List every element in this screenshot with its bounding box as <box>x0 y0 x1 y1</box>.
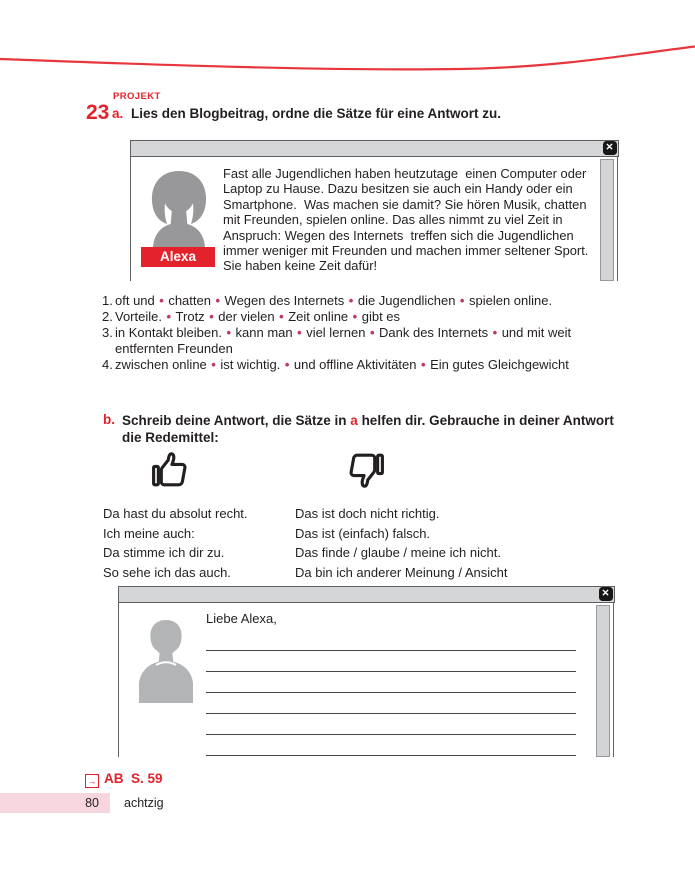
writing-line <box>206 692 576 693</box>
page-number-word: achtzig <box>124 796 164 810</box>
item-number: 3. <box>102 325 113 340</box>
scrollbar[interactable] <box>596 605 610 757</box>
page-number-strip <box>0 793 110 813</box>
sentence-item-4 <box>102 357 614 373</box>
salutation-text: Liebe Alexa, <box>206 611 277 626</box>
thumbs-up-icon <box>146 447 192 491</box>
item-number: 2. <box>102 309 113 324</box>
part-a-label: a. <box>112 106 124 121</box>
page-number: 80 <box>85 796 99 810</box>
top-divider-line <box>0 40 695 80</box>
instruction-text: Schreib deine Antwort, die Sätze in <box>122 413 351 428</box>
avatar-reply-writer <box>134 617 198 703</box>
close-icon[interactable]: ✕ <box>603 141 617 155</box>
redemittel-line: Da hast du absolut recht. <box>103 506 248 521</box>
part-a-reference: a <box>350 413 358 428</box>
sentence-list <box>102 293 614 373</box>
redemittel-line: Das ist doch nicht richtig. <box>295 506 440 521</box>
writing-line <box>206 713 576 714</box>
redemittel-line: Ich meine auch: <box>103 525 195 541</box>
part-b-label: b. <box>103 412 115 427</box>
author-name-badge: Alexa <box>141 247 215 267</box>
thumbs-down-icon <box>344 449 390 493</box>
item-number: 1. <box>102 293 113 308</box>
writing-line <box>206 650 576 651</box>
part-a-instruction: Lies den Blogbeitrag, ordne die Sätze für eine Antwort zu. <box>131 106 502 121</box>
redemittel-line: Das finde / glaube / meine ich nicht. <box>295 545 501 561</box>
redemittel-line: So sehe ich das auch. <box>103 565 231 581</box>
blog-post-text: Fast alle Jugendlichen haben heutzutage einen Computer oder Laptop zu Hause. Dazu besitzen sie auch ein Handy oder ein Smartphone. Was machen sie damit? Sie hören Musik, chatten mit Freunden, spielen online. Das alles nimmt zu viel Zeit in Anspruch: Wegen des Internets treffen sich die Jugendlichen immer weniger mit Freunden und machen immer seltener Sport. Sie haben keine Zeit dafür! <box>223 166 592 274</box>
reply-window <box>118 586 614 757</box>
item-parts: Vorteile. • Trotz • der vielen • Zeit online • gibt es <box>115 309 401 324</box>
item-parts: oft und • chatten • Wegen des Internets • die Jugendlichen • spielen online. <box>115 293 553 308</box>
redemittel-disagree-list <box>295 504 575 583</box>
sentence-item-1 <box>102 293 614 309</box>
sentence-item-3 <box>102 325 614 357</box>
part-b-instruction <box>122 412 627 446</box>
redemittel-line: Das ist (einfach) falsch. <box>295 525 431 541</box>
workbook-reference: AB S. 59 <box>104 771 163 786</box>
writing-line <box>206 755 576 756</box>
redemittel-line: Da bin ich anderer Meinung / Ansicht <box>295 565 508 581</box>
workbook-arrow-icon: → <box>85 774 99 788</box>
item-parts: in Kontakt bleiben. • kann man • viel lernen • Dank des Internets • und mit weit entfernten Freunden <box>115 325 572 356</box>
redemittel-line: Da stimme ich dir zu. <box>103 545 225 561</box>
projekt-label: PROJEKT <box>113 91 161 102</box>
scrollbar[interactable] <box>600 159 614 281</box>
writing-line <box>206 671 576 672</box>
item-parts: zwischen online • ist wichtig. • und offline Aktivitäten • Ein gutes Gleichgewicht <box>115 357 569 372</box>
item-number: 4. <box>102 357 113 372</box>
window-titlebar <box>118 586 615 603</box>
redemittel-agree-list <box>103 504 288 583</box>
close-icon[interactable]: ✕ <box>599 587 613 601</box>
blog-post-window <box>130 140 618 281</box>
window-titlebar <box>130 140 619 157</box>
writing-line <box>206 734 576 735</box>
task-number: 23 <box>86 101 110 124</box>
sentence-item-2 <box>102 309 614 325</box>
instruction-text: helfen dir. Gebrauche in deiner Antwort die Redemittel: <box>122 413 614 445</box>
